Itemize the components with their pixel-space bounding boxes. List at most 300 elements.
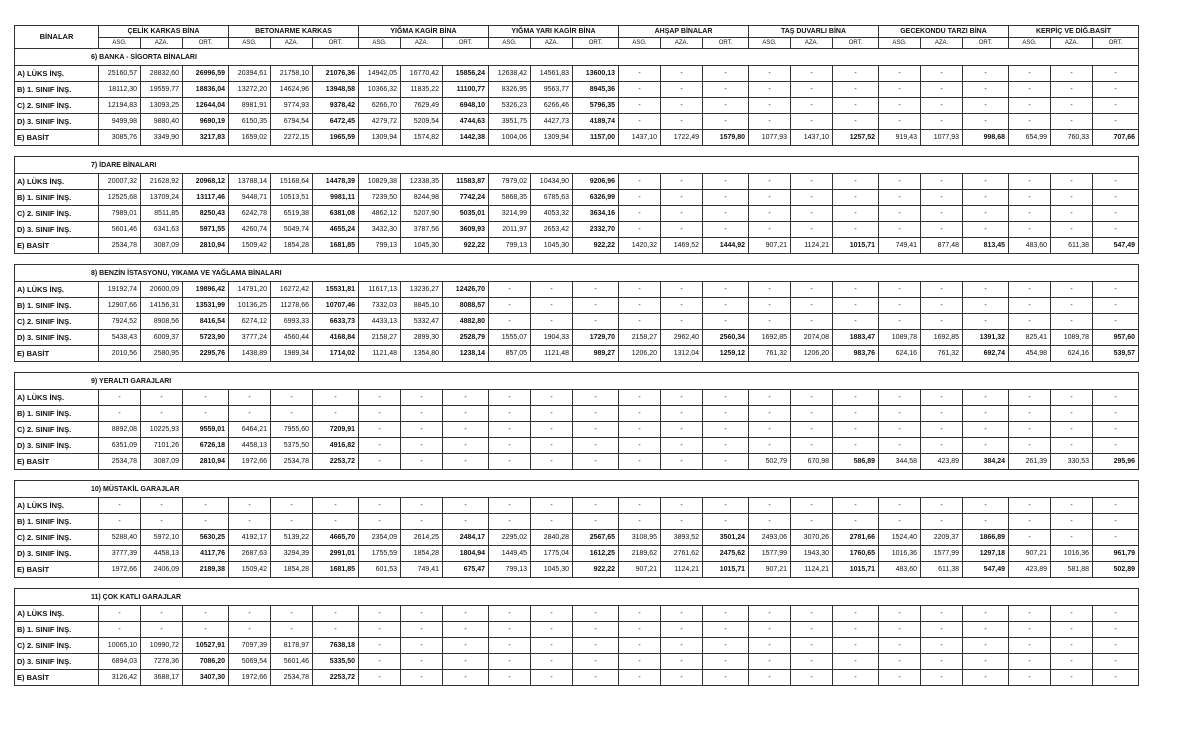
value-cell: - (619, 438, 661, 454)
value-cell: - (1051, 606, 1093, 622)
average-cell: 7742,24 (443, 190, 489, 206)
average-cell: 13600,13 (573, 66, 619, 82)
average-cell: - (963, 66, 1009, 82)
value-cell: - (791, 406, 833, 422)
value-cell: - (749, 422, 791, 438)
average-cell: - (703, 670, 749, 686)
value-cell: 11835,22 (401, 82, 443, 98)
value-cell: - (1051, 514, 1093, 530)
table-row (15, 314, 1139, 330)
average-cell: 983,76 (833, 346, 879, 362)
value-cell: - (749, 654, 791, 670)
value-cell: 2761,62 (661, 546, 703, 562)
value-cell: 907,21 (749, 238, 791, 254)
value-cell: 3108,95 (619, 530, 661, 546)
value-cell: 2272,15 (271, 130, 313, 146)
value-cell: - (619, 174, 661, 190)
average-cell: - (1093, 622, 1139, 638)
value-cell: - (749, 622, 791, 638)
average-cell: 922,22 (573, 562, 619, 578)
value-cell: - (489, 282, 531, 298)
value-cell: 20394,61 (229, 66, 271, 82)
average-cell: 1297,18 (963, 546, 1009, 562)
average-cell: - (833, 222, 879, 238)
value-cell: - (1051, 298, 1093, 314)
value-cell: 1943,30 (791, 546, 833, 562)
value-cell: - (401, 670, 443, 686)
value-cell: 13788,14 (229, 174, 271, 190)
average-cell: 10707,46 (313, 298, 359, 314)
value-cell: 4427,73 (531, 114, 573, 130)
average-cell: 5796,35 (573, 98, 619, 114)
value-cell: 1524,40 (879, 530, 921, 546)
value-cell: 12338,35 (401, 174, 443, 190)
average-cell: 2475,62 (703, 546, 749, 562)
value-cell: 4260,74 (229, 222, 271, 238)
value-cell: - (531, 406, 573, 422)
average-cell: 9378,42 (313, 98, 359, 114)
value-cell: 907,21 (749, 562, 791, 578)
average-cell: - (1093, 82, 1139, 98)
value-cell: 3893,52 (661, 530, 703, 546)
value-cell: - (749, 114, 791, 130)
value-cell: 7278,36 (141, 654, 183, 670)
value-cell: 749,41 (879, 238, 921, 254)
subheader-cell: ORT. (443, 38, 489, 49)
average-cell: - (573, 638, 619, 654)
group-header: AHŞAP BİNALAR (619, 26, 749, 38)
average-cell: 989,27 (573, 346, 619, 362)
average-cell: - (1093, 314, 1139, 330)
value-cell: - (531, 498, 573, 514)
average-cell: 957,60 (1093, 330, 1139, 346)
table-row (15, 82, 1139, 98)
value-cell: 1437,10 (791, 130, 833, 146)
value-cell: - (791, 82, 833, 98)
average-cell: - (703, 98, 749, 114)
value-cell: 6009,37 (141, 330, 183, 346)
average-cell: - (443, 514, 489, 530)
value-cell: - (141, 606, 183, 622)
value-cell: - (359, 454, 401, 470)
subheader-cell: AZA. (401, 38, 443, 49)
subheader-cell: ORT. (573, 38, 619, 49)
row-label: D) 3. SINIF İNŞ. (15, 654, 99, 670)
average-cell: - (1093, 438, 1139, 454)
value-cell: 9563,77 (531, 82, 573, 98)
value-cell: 2653,42 (531, 222, 573, 238)
value-cell: 3085,76 (99, 130, 141, 146)
value-cell: - (1051, 98, 1093, 114)
value-cell: 20007,32 (99, 174, 141, 190)
average-cell: 8088,57 (443, 298, 489, 314)
value-cell: 8892,08 (99, 422, 141, 438)
average-cell: - (313, 498, 359, 514)
value-cell: 1309,94 (359, 130, 401, 146)
table-row (15, 670, 1139, 686)
average-cell: - (963, 206, 1009, 222)
value-cell: - (749, 282, 791, 298)
value-cell: - (749, 406, 791, 422)
average-cell: - (833, 638, 879, 654)
value-cell: - (1009, 622, 1051, 638)
value-cell: - (141, 390, 183, 406)
value-cell: - (401, 606, 443, 622)
value-cell: - (271, 406, 313, 422)
value-cell: 5209,54 (401, 114, 443, 130)
value-cell: - (619, 422, 661, 438)
average-cell: - (963, 390, 1009, 406)
average-cell: 1444,92 (703, 238, 749, 254)
value-cell: 8908,56 (141, 314, 183, 330)
value-cell: - (489, 622, 531, 638)
value-cell: 761,32 (749, 346, 791, 362)
average-cell: - (703, 422, 749, 438)
average-cell: 4168,84 (313, 330, 359, 346)
value-cell: - (661, 422, 703, 438)
value-cell: - (661, 206, 703, 222)
value-cell: 4433,13 (359, 314, 401, 330)
value-cell: 6464,21 (229, 422, 271, 438)
value-cell: - (749, 222, 791, 238)
average-cell: 2781,66 (833, 530, 879, 546)
value-cell: - (1051, 314, 1093, 330)
value-cell: - (879, 222, 921, 238)
average-cell: - (703, 622, 749, 638)
row-label: A) LÜKS İNŞ. (15, 498, 99, 514)
average-cell: 2189,38 (183, 562, 229, 578)
value-cell: 611,38 (1051, 238, 1093, 254)
table-row (15, 66, 1139, 82)
value-cell: 1989,34 (271, 346, 313, 362)
value-cell: 1045,30 (531, 238, 573, 254)
row-label: C) 2. SINIF İNŞ. (15, 314, 99, 330)
value-cell: 28832,60 (141, 66, 183, 82)
value-cell: - (1051, 114, 1093, 130)
row-label: D) 3. SINIF İNŞ. (15, 438, 99, 454)
section-title: 7) İDARE BİNALARI (15, 157, 1139, 174)
value-cell: 16770,42 (401, 66, 443, 82)
section-gap (15, 146, 1139, 157)
average-cell: 1965,59 (313, 130, 359, 146)
group-header: GECEKONDU TARZI BİNA (879, 26, 1009, 38)
table-row (15, 190, 1139, 206)
value-cell: 3787,56 (401, 222, 443, 238)
value-cell: - (229, 498, 271, 514)
value-cell: - (661, 454, 703, 470)
value-cell: - (619, 66, 661, 82)
subheader-cell: ASG. (99, 38, 141, 49)
value-cell: - (749, 390, 791, 406)
value-cell: 7979,02 (489, 174, 531, 190)
row-label: E) BASİT (15, 562, 99, 578)
subheader-cell: ASG. (229, 38, 271, 49)
average-cell: - (833, 654, 879, 670)
average-cell: - (703, 174, 749, 190)
value-cell: 5288,40 (99, 530, 141, 546)
value-cell: 2962,40 (661, 330, 703, 346)
value-cell: 9774,93 (271, 98, 313, 114)
value-cell: - (1009, 174, 1051, 190)
value-cell: 1755,59 (359, 546, 401, 562)
row-label: B) 1. SINIF İNŞ. (15, 514, 99, 530)
value-cell: - (619, 606, 661, 622)
value-cell: 5868,35 (489, 190, 531, 206)
value-cell: 8845,10 (401, 298, 443, 314)
value-cell: - (879, 670, 921, 686)
value-cell: - (1009, 530, 1051, 546)
row-label: C) 2. SINIF İNŞ. (15, 422, 99, 438)
average-cell: 5335,50 (313, 654, 359, 670)
average-cell: - (833, 66, 879, 82)
average-cell: 1612,25 (573, 546, 619, 562)
average-cell: 2484,17 (443, 530, 489, 546)
value-cell: - (921, 670, 963, 686)
average-cell: - (573, 282, 619, 298)
value-cell: - (661, 406, 703, 422)
value-cell: - (879, 190, 921, 206)
value-cell: 10513,51 (271, 190, 313, 206)
average-cell: 5971,55 (183, 222, 229, 238)
average-cell: 1883,47 (833, 330, 879, 346)
average-cell: - (963, 114, 1009, 130)
header-sub-row (15, 38, 1139, 49)
section-title: 6) BANKA - SİGORTA BİNALARI (15, 49, 1139, 66)
value-cell: - (879, 98, 921, 114)
value-cell: 8511,85 (141, 206, 183, 222)
value-cell: - (1009, 498, 1051, 514)
average-cell: - (703, 206, 749, 222)
average-cell: 6633,73 (313, 314, 359, 330)
value-cell: - (271, 498, 313, 514)
average-cell: - (313, 622, 359, 638)
subheader-cell: ORT. (183, 38, 229, 49)
average-cell: - (703, 190, 749, 206)
value-cell: 454,98 (1009, 346, 1051, 362)
table-row (15, 330, 1139, 346)
value-cell: 4862,12 (359, 206, 401, 222)
average-cell: 922,22 (443, 238, 489, 254)
value-cell: 799,13 (489, 562, 531, 578)
value-cell: 2074,08 (791, 330, 833, 346)
value-cell: - (359, 514, 401, 530)
average-cell: - (1093, 98, 1139, 114)
value-cell: 19192,74 (99, 282, 141, 298)
value-cell: 1045,30 (531, 562, 573, 578)
value-cell: 581,88 (1051, 562, 1093, 578)
value-cell: - (749, 98, 791, 114)
value-cell: - (879, 438, 921, 454)
value-cell: - (791, 422, 833, 438)
average-cell: - (573, 514, 619, 530)
average-cell: 2991,01 (313, 546, 359, 562)
value-cell: - (401, 390, 443, 406)
average-cell: - (963, 282, 1009, 298)
value-cell: - (1009, 514, 1051, 530)
average-cell: - (703, 314, 749, 330)
section-title: 9) YERALTI GARAJLARI (15, 373, 1139, 390)
value-cell: 7955,60 (271, 422, 313, 438)
value-cell: - (921, 222, 963, 238)
average-cell: 5630,25 (183, 530, 229, 546)
row-label: C) 2. SINIF İNŞ. (15, 638, 99, 654)
value-cell: 6794,54 (271, 114, 313, 130)
average-cell: 19896,42 (183, 282, 229, 298)
subheader-cell: ASG. (749, 38, 791, 49)
average-cell: - (703, 638, 749, 654)
average-cell: - (443, 654, 489, 670)
value-cell: - (879, 82, 921, 98)
average-cell: - (313, 606, 359, 622)
value-cell: 4279,72 (359, 114, 401, 130)
value-cell: 21758,10 (271, 66, 313, 82)
table-row (15, 514, 1139, 530)
value-cell: - (879, 174, 921, 190)
value-cell: - (1051, 670, 1093, 686)
value-cell: - (921, 298, 963, 314)
value-cell: 2840,28 (531, 530, 573, 546)
average-cell: 3634,16 (573, 206, 619, 222)
value-cell: - (921, 638, 963, 654)
average-cell: - (833, 298, 879, 314)
value-cell: - (879, 638, 921, 654)
value-cell: 2209,37 (921, 530, 963, 546)
average-cell: 18836,04 (183, 82, 229, 98)
value-cell: 483,60 (879, 562, 921, 578)
average-cell: - (573, 438, 619, 454)
value-cell: 10366,32 (359, 82, 401, 98)
average-cell: 3609,93 (443, 222, 489, 238)
average-cell: - (833, 314, 879, 330)
value-cell: - (1051, 190, 1093, 206)
value-cell: - (879, 606, 921, 622)
value-cell: 1354,80 (401, 346, 443, 362)
value-cell: 1124,21 (791, 562, 833, 578)
value-cell: 749,41 (401, 562, 443, 578)
value-cell: 2614,25 (401, 530, 443, 546)
value-cell: 3688,17 (141, 670, 183, 686)
value-cell: - (1051, 498, 1093, 514)
value-cell: 7097,39 (229, 638, 271, 654)
average-cell: 2567,65 (573, 530, 619, 546)
value-cell: - (619, 98, 661, 114)
average-cell: 4655,24 (313, 222, 359, 238)
average-cell: 8250,43 (183, 206, 229, 222)
gap-cell (15, 146, 1139, 157)
value-cell: - (1051, 406, 1093, 422)
value-cell: 10990,72 (141, 638, 183, 654)
average-cell: 692,74 (963, 346, 1009, 362)
value-cell: - (141, 498, 183, 514)
value-cell: - (619, 390, 661, 406)
value-cell: 1854,28 (271, 238, 313, 254)
value-cell: 5332,47 (401, 314, 443, 330)
value-cell: 10829,38 (359, 174, 401, 190)
value-cell: - (619, 298, 661, 314)
value-cell: - (619, 622, 661, 638)
value-cell: 6519,38 (271, 206, 313, 222)
subheader-cell: AZA. (1051, 38, 1093, 49)
value-cell: - (531, 314, 573, 330)
value-cell: 799,13 (359, 238, 401, 254)
value-cell: - (531, 298, 573, 314)
average-cell: - (833, 114, 879, 130)
average-cell: - (1093, 530, 1139, 546)
average-cell: - (703, 406, 749, 422)
table-row (15, 238, 1139, 254)
section-title-row (15, 265, 1139, 282)
value-cell: 10225,93 (141, 422, 183, 438)
value-cell: - (1009, 190, 1051, 206)
value-cell: - (1009, 422, 1051, 438)
value-cell: 483,60 (1009, 238, 1051, 254)
value-cell: - (401, 622, 443, 638)
value-cell: - (749, 174, 791, 190)
value-cell: - (1009, 282, 1051, 298)
value-cell: - (619, 282, 661, 298)
value-cell: - (1009, 222, 1051, 238)
average-cell: 9690,19 (183, 114, 229, 130)
value-cell: 14624,96 (271, 82, 313, 98)
average-cell: 4117,76 (183, 546, 229, 562)
average-cell: - (833, 514, 879, 530)
value-cell: 7239,50 (359, 190, 401, 206)
value-cell: - (1009, 390, 1051, 406)
value-cell: 423,89 (1009, 562, 1051, 578)
value-cell: 1449,45 (489, 546, 531, 562)
value-cell: 2534,78 (271, 670, 313, 686)
value-cell: - (359, 422, 401, 438)
value-cell: - (99, 622, 141, 638)
value-cell: - (749, 66, 791, 82)
average-cell: 1015,71 (703, 562, 749, 578)
value-cell: 7332,03 (359, 298, 401, 314)
value-cell: 14156,31 (141, 298, 183, 314)
value-cell: 624,16 (1051, 346, 1093, 362)
value-cell: 1016,36 (879, 546, 921, 562)
value-cell: 1438,89 (229, 346, 271, 362)
value-cell: 12525,68 (99, 190, 141, 206)
value-cell: 5438,43 (99, 330, 141, 346)
average-cell: - (1093, 298, 1139, 314)
value-cell: 7989,01 (99, 206, 141, 222)
average-cell: - (573, 422, 619, 438)
value-cell: - (1051, 174, 1093, 190)
value-cell: 16272,42 (271, 282, 313, 298)
subheader-cell: ORT. (703, 38, 749, 49)
value-cell: - (921, 438, 963, 454)
value-cell: - (229, 622, 271, 638)
value-cell: - (271, 622, 313, 638)
value-cell: - (141, 622, 183, 638)
value-cell: - (619, 206, 661, 222)
value-cell: 13272,20 (229, 82, 271, 98)
value-cell: 1124,21 (791, 238, 833, 254)
row-label: E) BASİT (15, 130, 99, 146)
value-cell: 1089,78 (879, 330, 921, 346)
average-cell: - (313, 406, 359, 422)
value-cell: - (229, 406, 271, 422)
value-cell: 3777,39 (99, 546, 141, 562)
value-cell: - (791, 174, 833, 190)
average-cell: - (703, 390, 749, 406)
average-cell: - (833, 406, 879, 422)
value-cell: 423,89 (921, 454, 963, 470)
value-cell: 1509,42 (229, 238, 271, 254)
average-cell: - (1093, 222, 1139, 238)
average-cell: - (1093, 282, 1139, 298)
value-cell: 4053,32 (531, 206, 573, 222)
